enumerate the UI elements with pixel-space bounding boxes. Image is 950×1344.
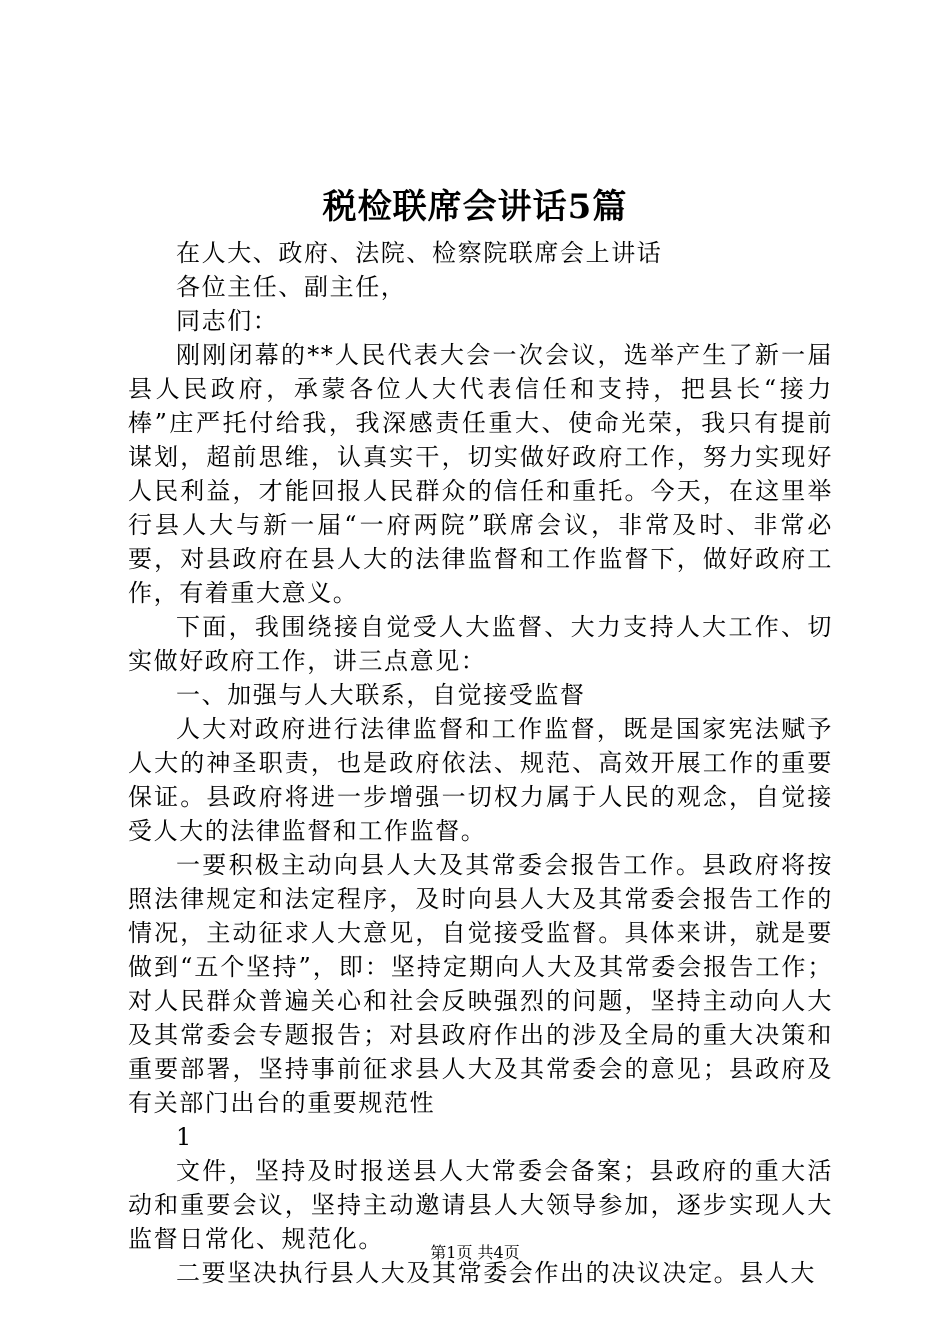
- paragraph-outline: 下面，我围绕接自觉受人大监督、大力支持人大工作、切实做好政府工作，讲三点意见：: [128, 613, 833, 675]
- paragraph-salutation-2: 同志们：: [176, 307, 279, 335]
- inline-page-number: 1: [176, 1123, 193, 1151]
- paragraph-salutation-1: 各位主任、副主任，: [176, 273, 407, 301]
- page-footer: 第1页 共4页: [430, 1243, 520, 1262]
- paragraph-heading: 在人大、政府、法院、检察院联席会上讲话: [176, 239, 663, 267]
- section-heading-1: 一、加强与人大联系，自觉接受监督: [176, 681, 586, 709]
- paragraph-continued: 文件，坚持及时报送县人大常委会备案；县政府的重大活动和重要会议，坚持主动邀请县人大领导参加，逐步实现人大监督日常化、规范化。: [128, 1157, 833, 1253]
- paragraph-report-work: 一要积极主动向县人大及其常委会报告工作。县政府将按照法律规定和法定程序，及时向县人大及其常委会报告工作的情况，主动征求人大意见，自觉接受监督。具体来讲，就是要做到“五个坚持”，即：坚持定期向人大及其常委会报告工作；对人民群众普遍关心和社会反映强烈的问题，坚持主动向人大及其常委会专题报告；对县政府作出的涉及全局的重大决策和重要部署，坚持事前征求县人大及其常委会的意见；县政府及有关部门出台的重要规范性: [128, 851, 833, 1117]
- document-title: 税检联席会讲话5篇: [322, 187, 628, 227]
- paragraph-intro: 刚刚闭幕的**人民代表大会一次会议，选举产生了新一届县人民政府，承蒙各位人大代表信任和支持，把县长“接力棒”庄严托付给我，我深感责任重大、使命光荣，我只有提前谋划，超前思维，认真实干，切实做好政府工作，努力实现好人民利益，才能回报人民群众的信任和重托。今天，在这里举行县人大与新一届“一府两院”联席会议，非常及时、非常必要，对县政府在县人大的法律监督和工作监督下，做好政府工作，有着重大意义。: [128, 341, 833, 607]
- document-body: [128, 236, 833, 1290]
- paragraph-resolutions: 二要坚决执行县人大及其常委会作出的决议决定。县人大: [176, 1259, 816, 1287]
- paragraph-supervision: 人大对政府进行法律监督和工作监督，既是国家宪法赋予人大的神圣职责，也是政府依法、规范、高效开展工作的重要保证。县政府将进一步增强一切权力属于人民的观念，自觉接受人大的法律监督和工作监督。: [128, 715, 833, 845]
